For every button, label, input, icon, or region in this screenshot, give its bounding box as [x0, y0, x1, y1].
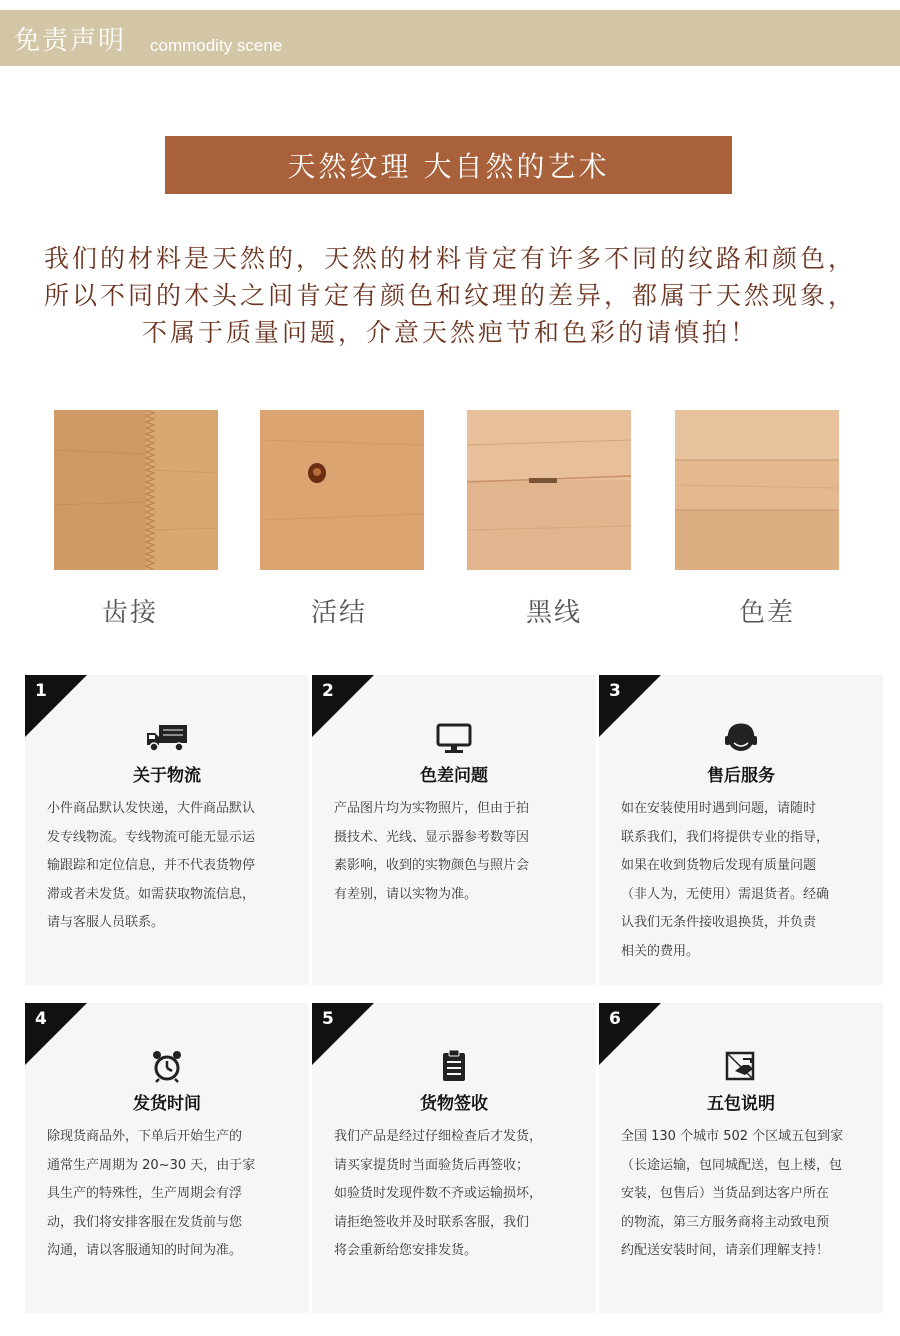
- card-number: 2: [322, 681, 334, 701]
- card-line: 请与客服人员联系。: [47, 915, 165, 930]
- card-line: 沟通，请以客服通知的时间为准。: [47, 1243, 243, 1258]
- card-body: [621, 1123, 869, 1266]
- card-body: [334, 1123, 582, 1266]
- wood-label: 活结: [310, 598, 367, 628]
- card-line: 素影响，收到的实物颜色与照片会: [334, 858, 530, 873]
- card-line: 除现货商品外，下单后开始生产的: [47, 1129, 243, 1144]
- wood-label: 色差: [738, 598, 795, 628]
- card-line: 相关的费用。: [621, 943, 700, 959]
- intro-line: 我们的材料是天然的，天然的材料肯定有许多不同的纹路和颜色，: [43, 244, 856, 273]
- wood-sample-finger-joint: [54, 410, 218, 570]
- card-title: 售后服务: [707, 766, 775, 786]
- intro-line: 所以不同的木头之间肯定有颜色和纹理的差异，都属于天然现象，: [43, 281, 856, 310]
- info-card-delivery-signoff: [312, 1003, 596, 1313]
- card-line: 请拒绝签收并及时联系客服，我们: [334, 1214, 530, 1230]
- alarm-clock-icon: [25, 1049, 309, 1085]
- header-bar: [0, 10, 900, 66]
- card-line: 将会重新给您安排发货。: [334, 1243, 478, 1258]
- card-line: 具生产的特殊性，生产周期会有浮: [47, 1186, 243, 1201]
- truck-icon: [25, 721, 309, 757]
- card-line: 我们产品是经过仔细检查后才发货，: [334, 1129, 543, 1144]
- wood-label: 黑线: [525, 598, 582, 628]
- card-line: 如果在收到货物后发现有质量问题: [621, 858, 817, 873]
- card-line: 安装，包售后）当货品到达客户所在: [621, 1186, 830, 1201]
- wood-label: 齿接: [101, 598, 158, 628]
- wood-sample-black-line: [467, 410, 631, 570]
- card-body: [621, 795, 869, 966]
- card-title: 发货时间: [133, 1094, 201, 1114]
- card-line: 联系我们，我们将提供专业的指导，: [621, 829, 830, 845]
- card-line: 全国 130 个城市 502 个区域五包到家: [621, 1129, 844, 1144]
- header-title: 免责声明: [14, 26, 127, 56]
- card-number: 1: [35, 681, 47, 701]
- banner: 天然纹理 大自然的艺术: [165, 136, 732, 194]
- card-title: 关于物流: [133, 766, 201, 786]
- wood-sample-knot: [260, 410, 424, 570]
- wood-sample-color-difference: [675, 410, 839, 570]
- card-line: 如在安装使用时遇到问题，请随时: [621, 801, 817, 816]
- header-subtitle: commodity scene: [150, 36, 283, 55]
- card-body: [334, 795, 582, 909]
- card-number: 5: [322, 1009, 334, 1029]
- intro-line: 不属于质量问题，介意天然疤节和色彩的请慎拍！: [141, 318, 758, 347]
- card-line: 摄技术、光线、显示器参考数等因: [334, 829, 530, 845]
- package-hand-icon: [599, 1049, 883, 1085]
- card-title: 货物签收: [420, 1094, 488, 1114]
- card-line: 产品图片均为实物照片，但由于拍: [334, 801, 530, 816]
- intro-text: [0, 240, 900, 351]
- card-line: 认我们无条件接收退换货，并负责: [621, 915, 817, 930]
- card-number: 6: [609, 1009, 621, 1029]
- card-line: 的物流，第三方服务商将主动致电预: [621, 1214, 830, 1230]
- card-line: （非人为，无使用）需退货者。经确: [621, 886, 830, 902]
- card-line: 请买家提货时当面验货后再签收；: [334, 1157, 530, 1173]
- headset-icon: [599, 721, 883, 757]
- card-number: 3: [609, 681, 621, 701]
- card-body: [47, 795, 295, 938]
- card-line: 滞或者未发货。如需获取物流信息，: [47, 886, 256, 902]
- card-line: 有差别，请以实物为准。: [334, 886, 478, 902]
- card-line: 如验货时发现件数不齐或运输损坏，: [334, 1186, 543, 1201]
- card-title: 五包说明: [707, 1094, 775, 1114]
- clipboard-icon: [312, 1049, 596, 1085]
- card-line: 输跟踪和定位信息，并不代表货物停: [47, 858, 256, 873]
- card-line: 发专线物流。专线物流可能无显示运: [47, 829, 256, 845]
- monitor-icon: [312, 721, 596, 757]
- info-card-color-difference: [312, 675, 596, 985]
- card-line: 约配送安装时间，请亲们理解支持！: [621, 1243, 830, 1258]
- info-card-five-guarantees: [599, 1003, 883, 1313]
- card-line: （长途运输，包同城配送，包上楼，包: [621, 1157, 843, 1173]
- info-card-after-sales: [599, 675, 883, 985]
- card-title: 色差问题: [420, 766, 488, 786]
- card-line: 通常生产周期为 20~30 天，由于家: [47, 1157, 256, 1173]
- card-line: 动，我们将安排客服在发货前与您: [47, 1214, 243, 1230]
- card-body: [47, 1123, 295, 1266]
- card-line: 小件商品默认发快递，大件商品默认: [47, 801, 256, 816]
- card-number: 4: [35, 1009, 47, 1029]
- info-card-logistics: [25, 675, 309, 985]
- info-card-shipping-time: [25, 1003, 309, 1313]
